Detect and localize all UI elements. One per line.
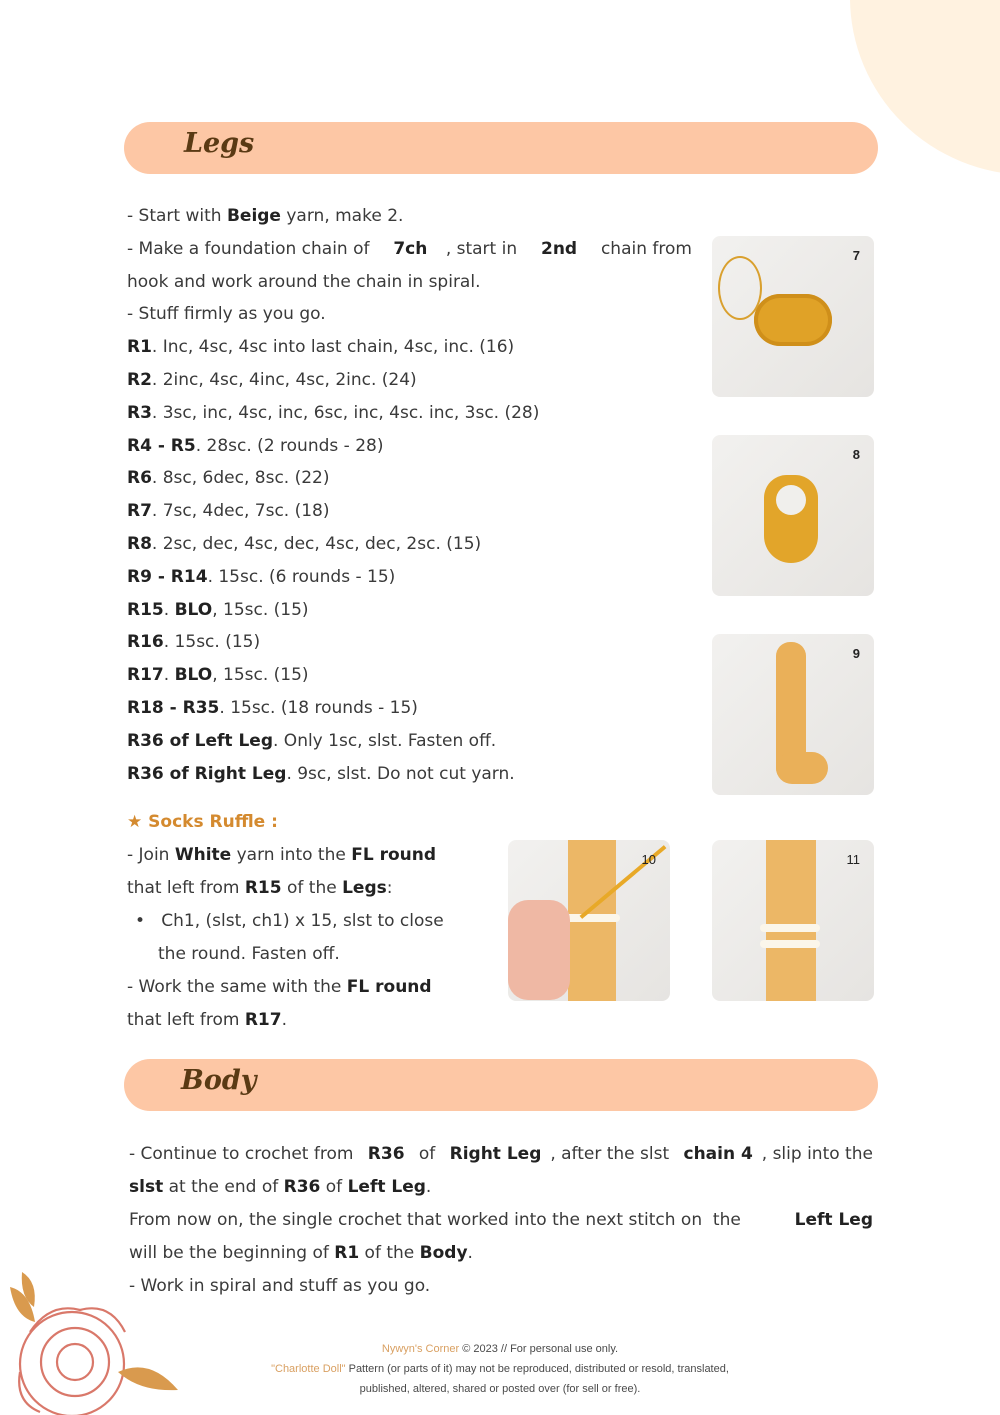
legs-line: R7. 7sc, 4dec, 7sc. (18) (127, 501, 330, 522)
legs-line: - Stuff firmly as you go. (127, 304, 326, 325)
legs-line: R9 - R14. 15sc. (6 rounds - 15) (127, 566, 396, 587)
legs-line: R36 of Left Leg. Only 1sc, slst. Fasten off. (127, 730, 497, 751)
footer-copyright: Nywyn's Corner © 2023 // For personal use only. (381, 1343, 619, 1355)
legs-line: R17. BLO, 15sc. (15) (127, 665, 309, 686)
body-section-banner (124, 1059, 878, 1111)
socks-ruffle-heading: ★ Socks Ruffle : (127, 812, 278, 832)
ruffle-line-2: that left from R15 of the Legs: (127, 878, 393, 898)
legs-line: - Make a foundation chain of 7ch , start in 2nd chain from (127, 238, 692, 259)
step-photo-7: 7 (712, 236, 874, 397)
ruffle-line-4: - Work the same with the FL round (127, 977, 432, 997)
body-line: - Continue to crochet from R36 of Right Leg , after the slst chain 4 , slip into the (129, 1144, 873, 1164)
body-line: - Work in spiral and stuff as you go. (129, 1276, 431, 1296)
step-photo-10: 10 (508, 840, 670, 1001)
body-line: From now on, the single crochet that worked into the next stitch on the Left Leg (129, 1210, 873, 1230)
step-photo-8: 8 (712, 435, 874, 596)
step-photo-9: 9 (712, 634, 874, 795)
legs-line: R6. 8sc, 6dec, 8sc. (22) (127, 468, 330, 489)
legs-line: R15. BLO, 15sc. (15) (127, 599, 309, 620)
legs-line: R1. Inc, 4sc, 4sc into last chain, 4sc, inc. (16) (127, 337, 515, 358)
ruffle-bullet: • Ch1, (slst, ch1) x 15, slst to close (135, 911, 444, 931)
legs-line: R3. 3sc, inc, 4sc, inc, 6sc, inc, 4sc. inc, 3sc. (28) (127, 402, 540, 423)
legs-line: R4 - R5. 28sc. (2 rounds - 28) (127, 435, 384, 456)
body-line: will be the beginning of R1 of the Body. (129, 1243, 473, 1263)
legs-section-title: Legs (184, 128, 255, 159)
step-photo-11: 11 (712, 840, 874, 1001)
legs-line: R2. 2inc, 4sc, 4inc, 4sc, 2inc. (24) (127, 370, 417, 390)
body-line: slst at the end of R36 of Left Leg. (129, 1177, 432, 1197)
legs-line: R36 of Right Leg. 9sc, slst. Do not cut yarn. (127, 763, 515, 784)
legs-line: R18 - R35. 15sc. (18 rounds - 15) (127, 698, 418, 718)
legs-line: - Start with Beige yarn, make 2. (127, 206, 404, 226)
ruffle-line-1: - Join White yarn into the FL round (127, 845, 437, 865)
legs-line: hook and work around the chain in spiral. (127, 271, 481, 292)
legs-line: R16. 15sc. (15) (127, 632, 261, 653)
body-section-title: Body (181, 1065, 257, 1096)
legs-section-banner (124, 122, 878, 174)
legs-line: R8. 2sc, dec, 4sc, dec, 4sc, dec, 2sc. (15) (127, 534, 482, 554)
ruffle-line-5: that left from R17. (127, 1010, 287, 1030)
footer-notice-cont: published, altered, shared or posted over (for sell or free). (359, 1383, 641, 1395)
ruffle-bullet-cont: the round. Fasten off. (158, 944, 340, 964)
footer-notice: "Charlotte Doll" Pattern (or parts of it) may not be reproduced, distributed or resold, translated, (271, 1363, 729, 1375)
